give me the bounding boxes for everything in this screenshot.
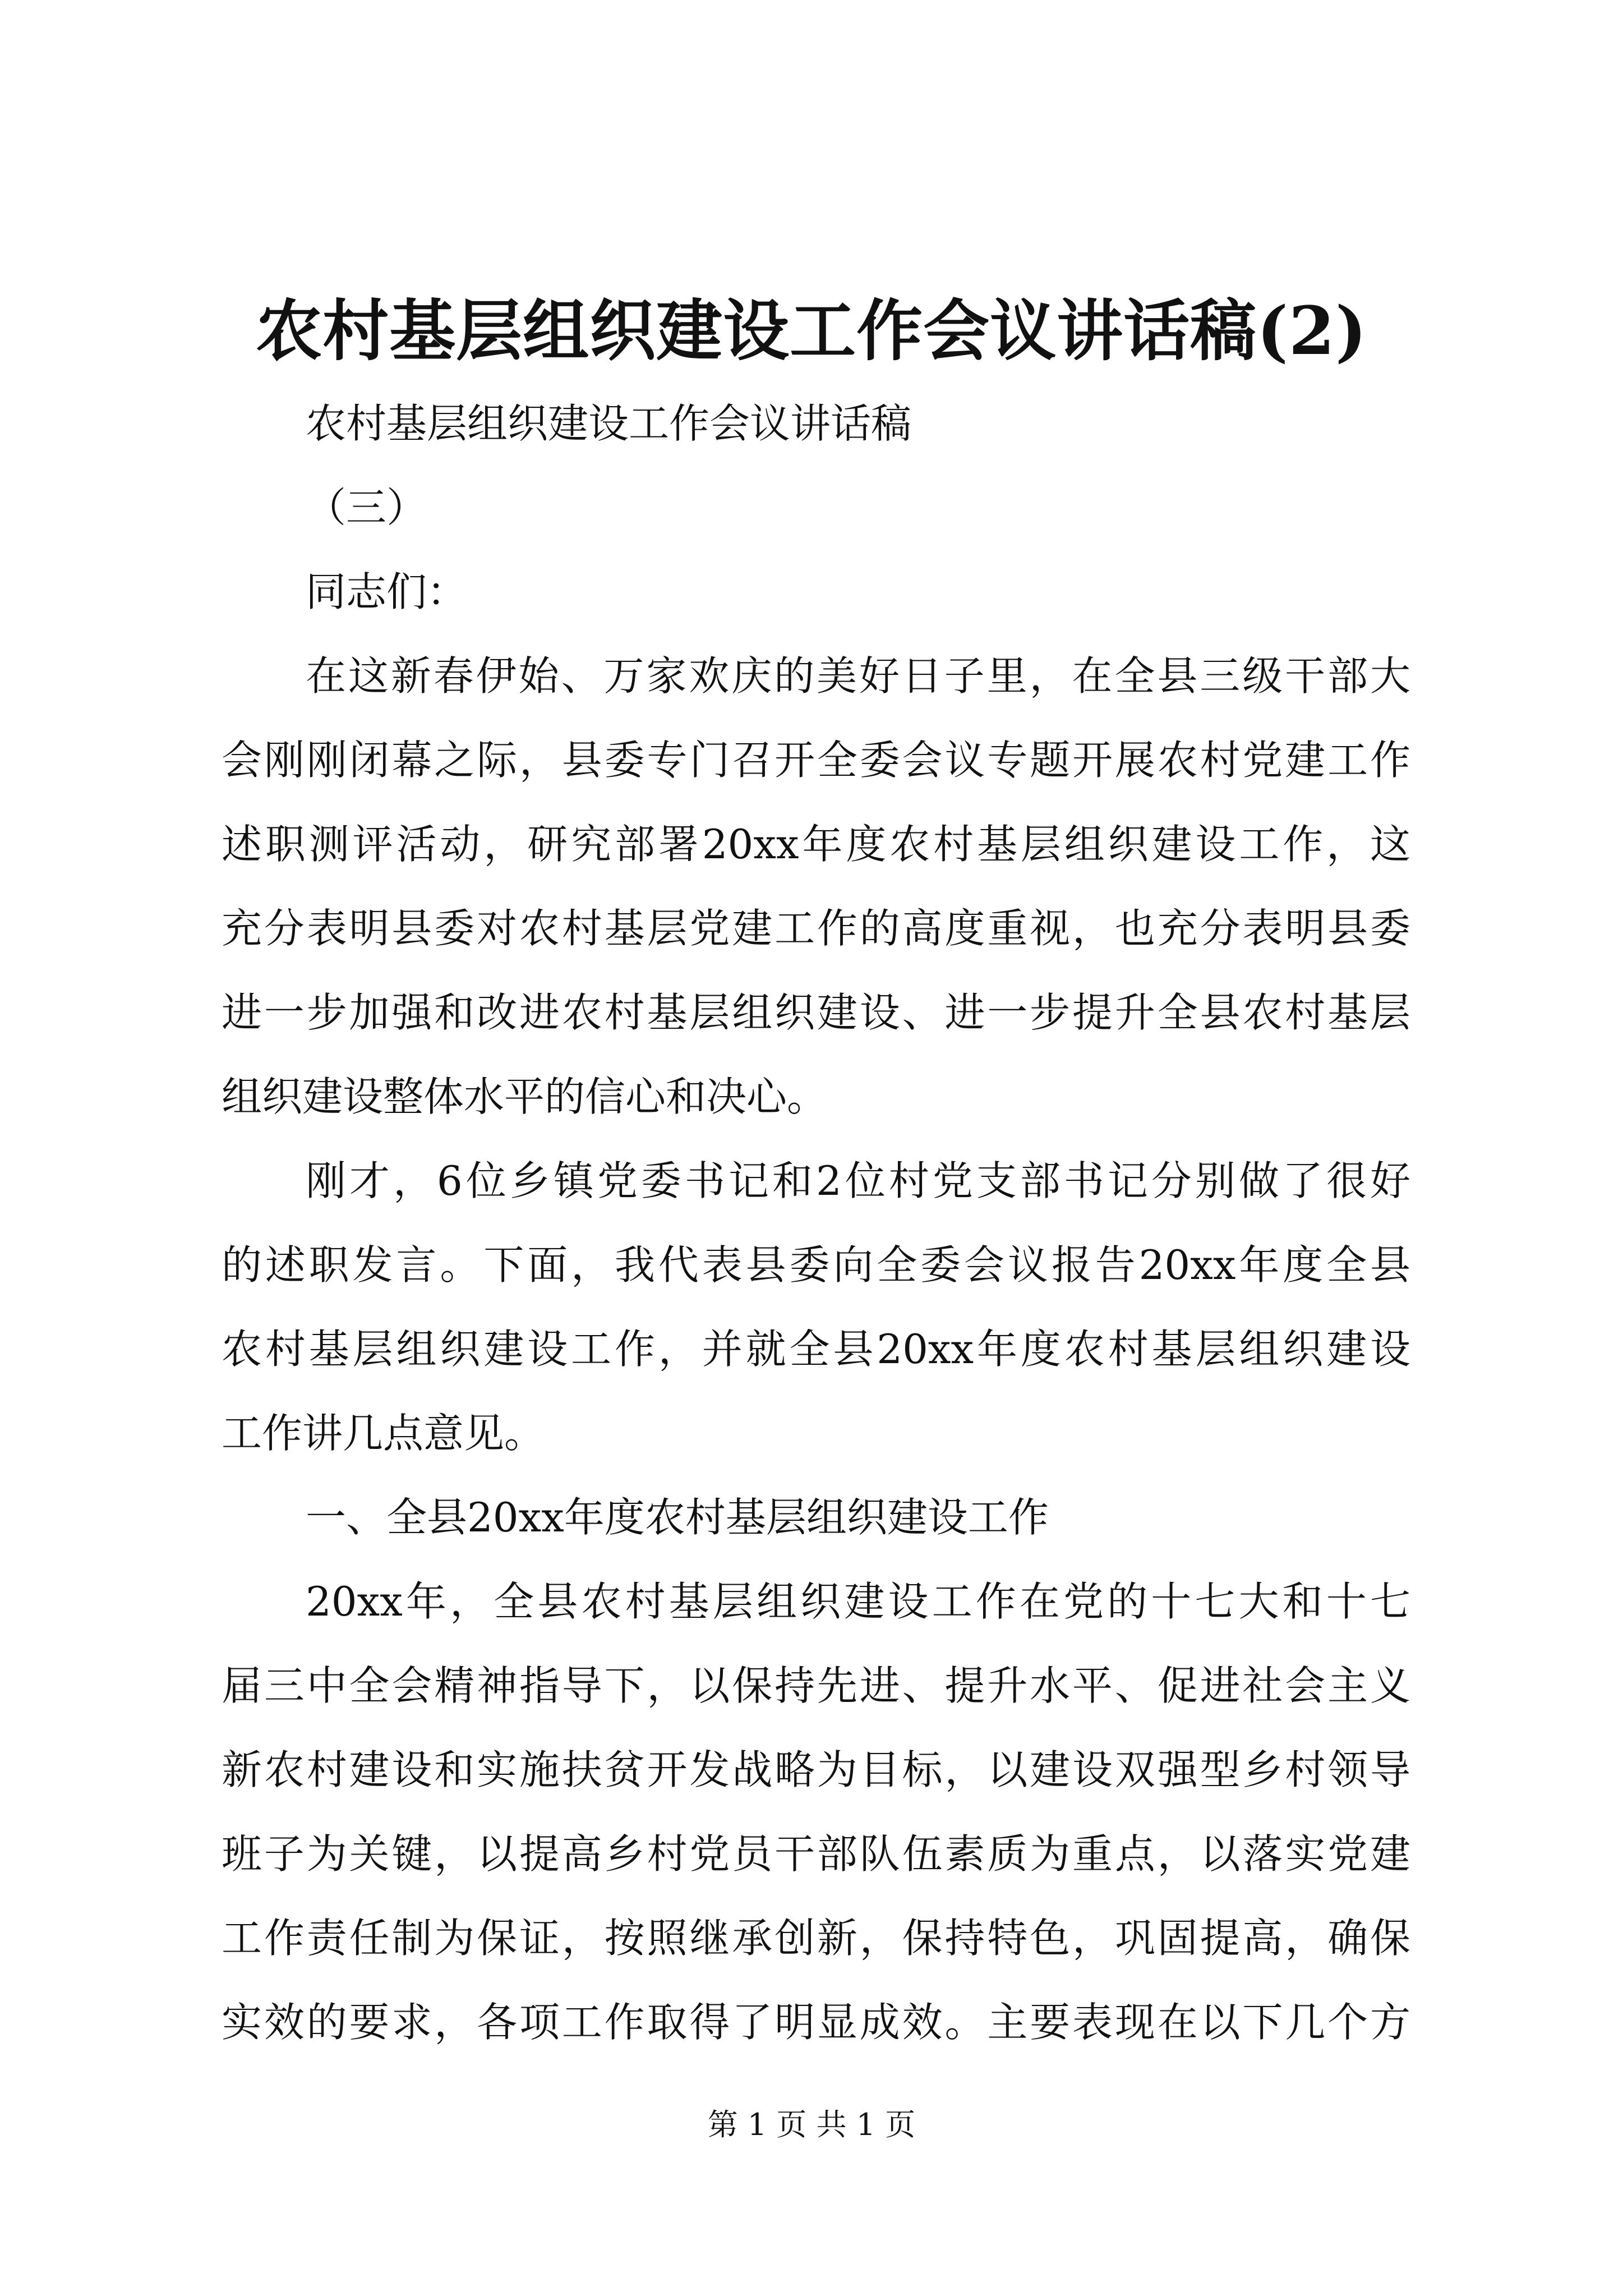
paragraph-line: 工作讲几点意见。 bbox=[222, 1410, 545, 1457]
paragraph-line: 届三中全会精神指导下，以保持先进、提升水平、促进社会主义 bbox=[222, 1662, 1410, 1709]
paragraph-line: 新农村建设和实施扶贫开发战略为目标，以建设双强型乡村领导 bbox=[222, 1746, 1410, 1793]
paragraph-line: 农村基层组织建设工作，并就全县20xx年度农村基层组织建设 bbox=[222, 1326, 1410, 1373]
paragraph-line: 班子为关键，以提高乡村党员干部队伍素质为重点，以落实党建 bbox=[222, 1830, 1410, 1878]
paragraph-line: 会刚刚闭幕之际，县委专门召开全委会议专题开展农村党建工作 bbox=[222, 737, 1410, 784]
paragraph-line: 进一步加强和改进农村基层组织建设、进一步提升全县农村基层 bbox=[222, 989, 1410, 1036]
paragraph-line: 20xx年，全县农村基层组织建设工作在党的十七大和十七 bbox=[306, 1578, 1410, 1625]
paragraph-line: 工作责任制为保证，按照继承创新，保持特色，巩固提高，确保 bbox=[222, 1915, 1410, 1962]
paragraph-line: 的述职发言。下面，我代表县委向全委会议报告20xx年度全县 bbox=[222, 1241, 1410, 1289]
salutation-line: 同志们： bbox=[306, 568, 468, 615]
paragraph-line: 实效的要求，各项工作取得了明显成效。主要表现在以下几个方 bbox=[222, 1999, 1410, 2046]
document-body bbox=[222, 381, 1410, 2064]
section-heading: 一、全县20xx年度农村基层组织建设工作 bbox=[306, 1494, 1049, 1541]
paragraph-line: 在这新春伊始、万家欢庆的美好日子里，在全县三级干部大 bbox=[306, 652, 1410, 700]
section-number-line: （三） bbox=[306, 484, 427, 531]
paragraph-line: 述职测评活动，研究部署20xx年度农村基层组织建设工作，这 bbox=[222, 821, 1410, 868]
subtitle-line: 农村基层组织建设工作会议讲话稿 bbox=[306, 400, 912, 447]
page-footer: 第 1 页 共 1 页 bbox=[707, 2107, 916, 2142]
paragraph-line: 充分表明县委对农村基层党建工作的高度重视，也充分表明县委 bbox=[222, 905, 1410, 952]
paragraph-line: 组织建设整体水平的信心和决心。 bbox=[222, 1073, 828, 1120]
paragraph-line: 刚才，6位乡镇党委书记和2位村党支部书记分别做了很好 bbox=[306, 1157, 1410, 1204]
document-title: 农村基层组织建设工作会议讲话稿(2) bbox=[256, 292, 1367, 370]
